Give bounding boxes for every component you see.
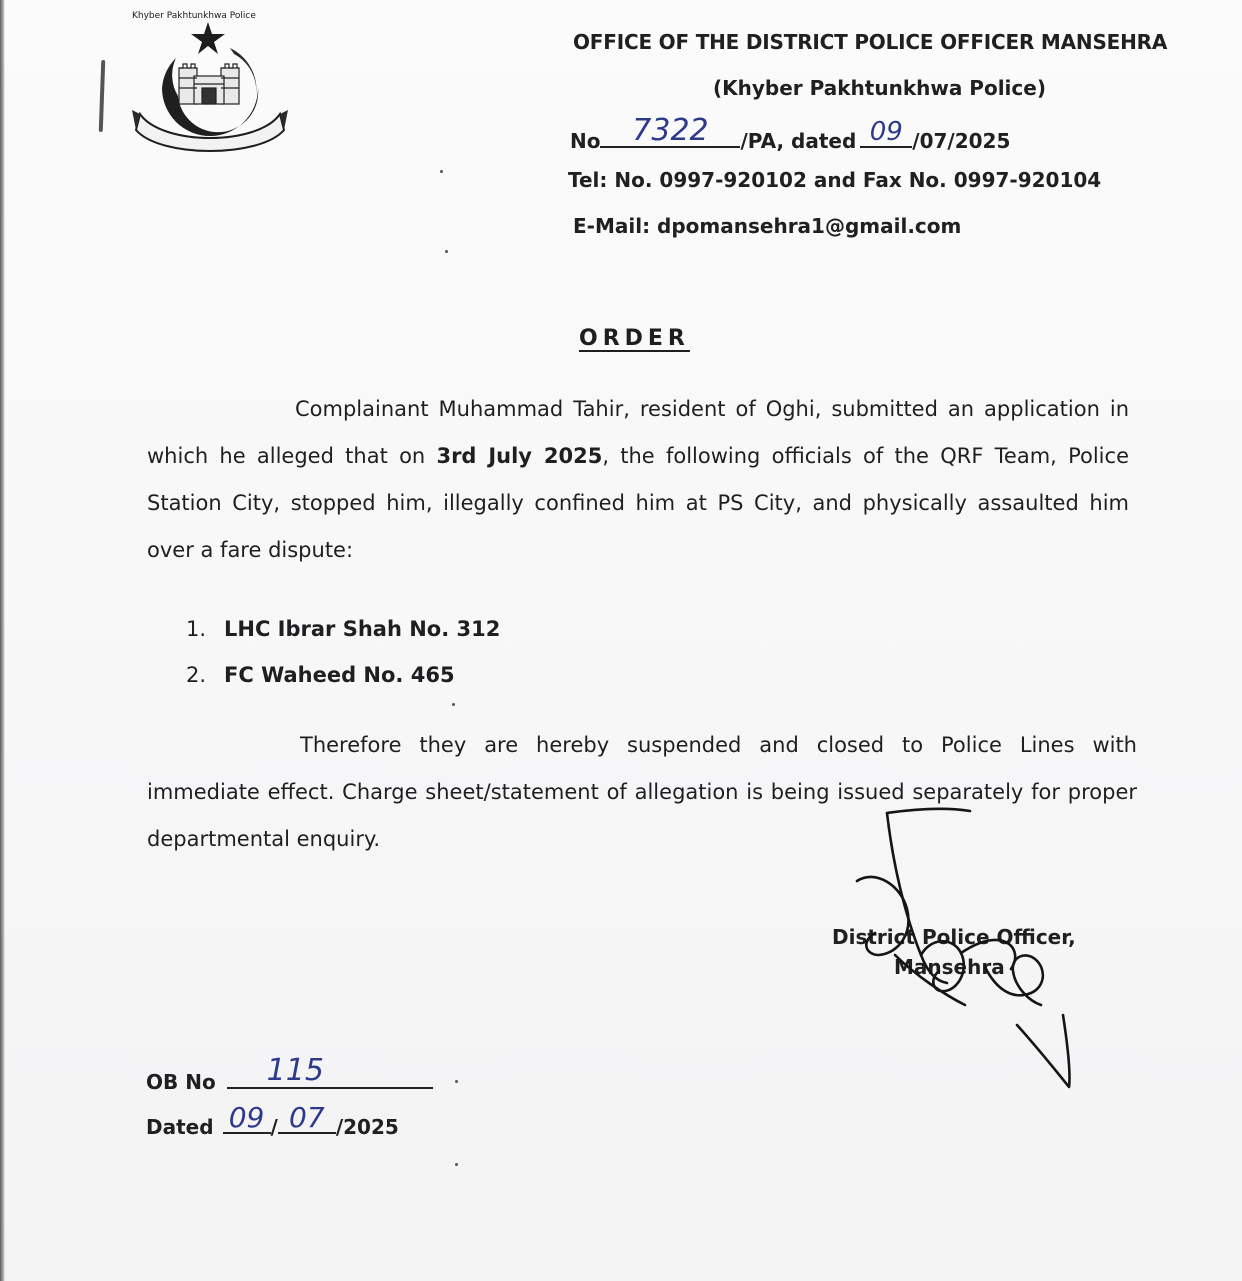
ob-no-blank [227,1053,433,1089]
star-icon [191,22,225,54]
ob-month-blank [278,1101,336,1134]
fort-icon [179,64,239,104]
ob-day-handwritten: 09 [228,1101,265,1134]
list-number: 2. [186,663,207,687]
list-number: 1. [186,617,207,641]
ob-number-line [146,1053,433,1094]
order-paragraph-2 [147,722,1137,863]
ref-prefix: No [570,129,601,153]
scan-edge [0,0,5,1281]
ref-day-handwritten: 09 [869,117,903,147]
ob-no-label: OB No [146,1070,216,1094]
ref-number-blank [600,113,740,148]
tel-fax: Tel: No. 0997-920102 and Fax No. 0997-920104 [568,168,1102,192]
ob-dated-label: Dated [146,1115,214,1139]
emblem-caption: Khyber Pakhtunkhwa Police [132,11,256,21]
ref-number-handwritten: 7322 [632,113,709,148]
para2-text: Therefore they are hereby suspended and closed to Police Lines with immediate effect. Charge sheet/statement of allegation is being issued separately for proper departmental enquiry. [147,733,1137,851]
para1-part2: , the following officials of the QRF Team, Police Station City, stopped him, illegally confined him at PS City, and physically assaulted him over a fare dispute: [147,444,1129,562]
reference-line [570,113,1011,153]
order-title: ORDER [579,326,690,351]
speck [440,170,443,173]
speck [445,250,448,253]
ref-suffix: /07/2025 [912,129,1011,153]
ob-day-blank [223,1101,271,1134]
officials-list [186,606,500,698]
para1-part1: Complainant Muhammad Tahir, resident of Oghi, submitted an application in which he alleged that on [147,397,1129,468]
signatory-place: Mansehra [894,955,1005,979]
list-item [186,652,500,698]
ob-year: /2025 [335,1115,399,1139]
incident-date: 3rd July 2025 [436,444,603,468]
ob-date-line [146,1101,399,1139]
ref-middle: /PA, dated [740,129,857,153]
department-name: (Khyber Pakhtunkhwa Police) [713,76,1046,100]
ob-no-handwritten: 115 [266,1053,324,1088]
office-title: OFFICE OF THE DISTRICT POLICE OFFICER MANSEHRA [573,30,1168,54]
email: E-Mail: dpomansehra1@gmail.com [573,214,962,238]
scan-mark [99,60,106,132]
official-name: LHC Ibrar Shah No. 312 [224,617,501,641]
signatory-block [832,925,1076,979]
police-emblem-logo [132,11,288,158]
ob-month-handwritten: 07 [289,1101,325,1134]
list-item [186,606,500,652]
ob-date-separator: / [270,1115,278,1139]
ref-day-blank [860,117,912,148]
speck [455,1080,458,1083]
official-name: FC Waheed No. 465 [224,663,455,687]
order-paragraph-1 [147,386,1129,574]
speck [455,1163,458,1166]
signatory-title: District Police Officer, [832,925,1076,949]
speck [452,703,455,706]
